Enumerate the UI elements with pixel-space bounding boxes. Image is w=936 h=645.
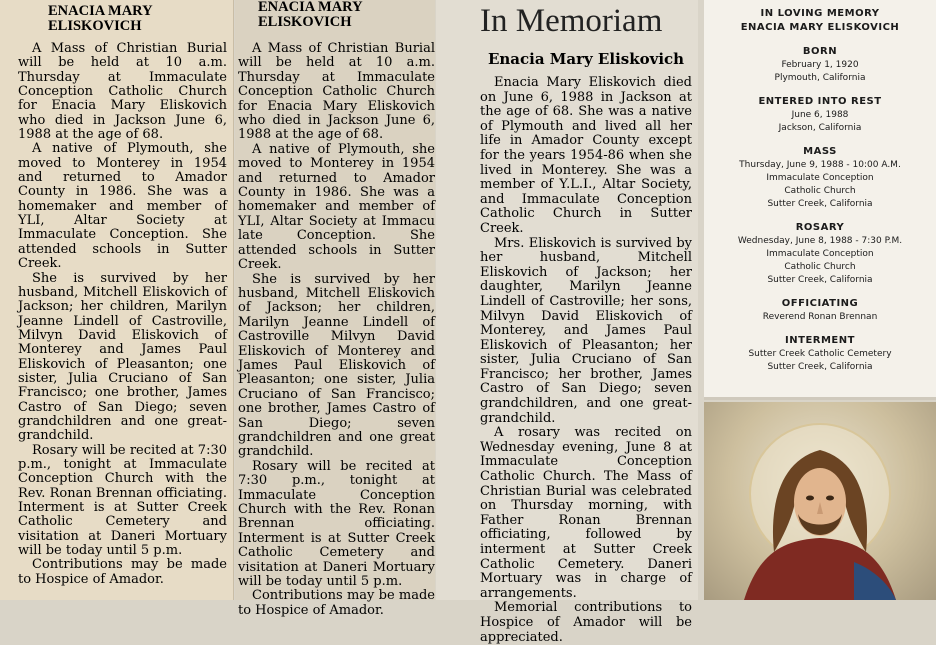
clipping-1-heading-line-2: ELISKOVICH xyxy=(48,18,142,34)
clipping-1-paragraph: She is survived by her husband, Mitchell Eliskovich of Jackson; her children, Marilyn Jeanne Lindell of Castroville, Milvyn David Eliskovich of Monterey and James Paul Eliskovich of Pleasanton; one sister, Julia Cruciano of San Francisco; one brother, James Castro of San Diego; seven grandchildren and one great-grandchild. xyxy=(18,270,227,444)
card-rosary-when: Wednesday, June 8, 1988 - 7:30 P.M. xyxy=(737,236,903,246)
clipping-2-paragraph: A Mass of Christian Burial will be held at 10 a.m. Thursday at Immaculate Conception Catholic Church for Enacia Mary Eliskovich who died in Jackson June 6, 1988 at the age of 68. xyxy=(238,41,435,143)
card-officiating-label: OFFICIATING xyxy=(781,298,859,309)
clipping-1-paragraph: Contributions may be made to Hospice of Amador. xyxy=(18,557,227,587)
clipping-2-paragraph: A native of Plymouth, she moved to Monterey in 1954 and returned to Amador County in 1986. She was a homemaker and member of YLI, Altar Society at Immacu late Conception. She attended schools in Sutter Creek. xyxy=(238,141,435,273)
obituary-clipping-2 xyxy=(235,0,435,618)
card-rest-date: June 6, 1988 xyxy=(791,110,849,120)
clipping-1-heading-line-1: ENACIA MARY xyxy=(48,3,153,19)
card-mass-label: MASS xyxy=(803,146,837,157)
card-title-1: IN LOVING MEMORY xyxy=(760,8,880,19)
card-rosary-label: ROSARY xyxy=(795,222,845,233)
in-memoriam-paragraph: Mrs. Eliskovich is survived by her husband, Mitchell Eliskovich of Jackson; her daughter, Marilyn Jeanne Lindell of Castroville; her sons, Milvyn David Eliskovich of Monterey, and James Paul Eliskovich of Pleasanton; her sister, Julia Cruciano of San Francisco; her brother, James Castro of San Diego; seven grandchildren, and one great-grandchild. xyxy=(480,235,692,426)
card-officiating-name: Reverend Ronan Brennan xyxy=(762,312,878,322)
card-born-label: BORN xyxy=(802,46,838,57)
clipping-2-heading-line-2: ELISKOVICH xyxy=(258,14,352,30)
card-rosary-line: Catholic Church xyxy=(784,262,856,272)
clipping-1-paragraph: A native of Plymouth, she moved to Monterey in 1954 and returned to Amador County in 1986. She was a homemaker and member of YLI, Altar Society at Immaculate Conception. She attended schools in Sutter Creek. xyxy=(18,141,227,272)
card-mass-line: Sutter Creek, California xyxy=(767,199,873,209)
card-mass-line: Immaculate Conception xyxy=(766,173,874,183)
card-interment-line: Sutter Creek Catholic Cemetery xyxy=(748,349,892,359)
in-memoriam-body xyxy=(480,76,692,645)
clipping-2-paragraph: Contributions may be made to Hospice of Amador. xyxy=(238,588,435,618)
card-interment-line: Sutter Creek, California xyxy=(767,362,873,372)
card-rosary-line: Sutter Creek, California xyxy=(767,275,873,285)
clipping-2-paragraph: She is survived by her husband, Mitchell Eliskovich of Jackson; her children, Marilyn Jeanne Lindell of Castroville Milvyn David Eliskovich of Monterey and James Paul Eliskovich of Pleasanton; one sister, Julia Cruciano of San Francisco; one brother, James Castro of San Diego; seven grandchildren and one great grandchild. xyxy=(238,271,435,460)
in-memoriam-clipping xyxy=(436,0,698,645)
clipping-1-body xyxy=(18,42,227,587)
clipping-2-heading xyxy=(238,0,435,30)
card-rosary-line: Immaculate Conception xyxy=(766,249,874,259)
card-born-place: Plymouth, California xyxy=(774,73,866,83)
in-memoriam-title: In Memoriam xyxy=(480,3,663,39)
obituary-clipping-1 xyxy=(0,0,234,600)
card-rest-place: Jackson, California xyxy=(778,123,862,133)
card-born-date: February 1, 1920 xyxy=(781,60,859,70)
sacred-heart-portrait-icon xyxy=(704,402,936,600)
in-memoriam-paragraph: Memorial contributions to Hospice of Amador will be appreciated. xyxy=(480,600,692,645)
card-interment-label: INTERMENT xyxy=(785,335,855,346)
card-title-2: ENACIA MARY ELISKOVICH xyxy=(740,22,900,33)
in-memoriam-name: Enacia Mary Eliskovich xyxy=(487,50,685,68)
clipping-1-paragraph: A Mass of Christian Burial will be held at 10 a.m. Thursday at Immaculate Conception Catholic Church for Enacia Mary Eliskovich who died in Jackson June 6, 1988 at the age of 68. xyxy=(18,41,227,143)
clipping-2-paragraph: Rosary will be recited at 7:30 p.m., tonight at Immaculate Conception Church with the Rev. Ronan Brennan officiating. Interment is at Sutter Creek Catholic Cemetery and visitation at Daneri Mortuary will be today until 5 p.m. xyxy=(238,458,435,590)
card-mass-when: Thursday, June 9, 1988 - 10:00 A.M. xyxy=(739,160,901,170)
card-rest-label: ENTERED INTO REST xyxy=(758,96,882,107)
in-memoriam-paragraph: A rosary was recited on Wednesday evening, June 8 at Immaculate Conception Catholic Church. The Mass of Christian Burial was celebrated on Thursday morning, with Father Ronan Brennan officiating, followed by interment at Sutter Creek Catholic Cemetery. Daneri Mortuary was in charge of arrangements. xyxy=(480,425,692,601)
clipping-2-body xyxy=(238,42,435,618)
card-mass-line: Catholic Church xyxy=(784,186,856,196)
clipping-1-paragraph: Rosary will be recited at 7:30 p.m., tonight at Immaculate Conception Church with the Rev. Ronan Brennan officiating. Interment is at Sutter Creek Catholic Cemetery and visitation at Daneri Mortuary will be today until 5 p.m. xyxy=(18,442,227,559)
clipping-2-heading-line-1: ENACIA MARY xyxy=(258,0,363,15)
clipping-1-heading xyxy=(18,4,227,34)
in-memoriam-paragraph: Enacia Mary Eliskovich died on June 6, 1988 in Jackson at the age of 68. She was a native of Plymouth and lived all her life in Amador County except for the years 1954-86 when she lived in Monterey. She was a member of Y.L.I., Altar Society, and Immaculate Conception Catholic Church in Sutter Creek. xyxy=(480,75,692,236)
memorial-card xyxy=(704,0,936,400)
